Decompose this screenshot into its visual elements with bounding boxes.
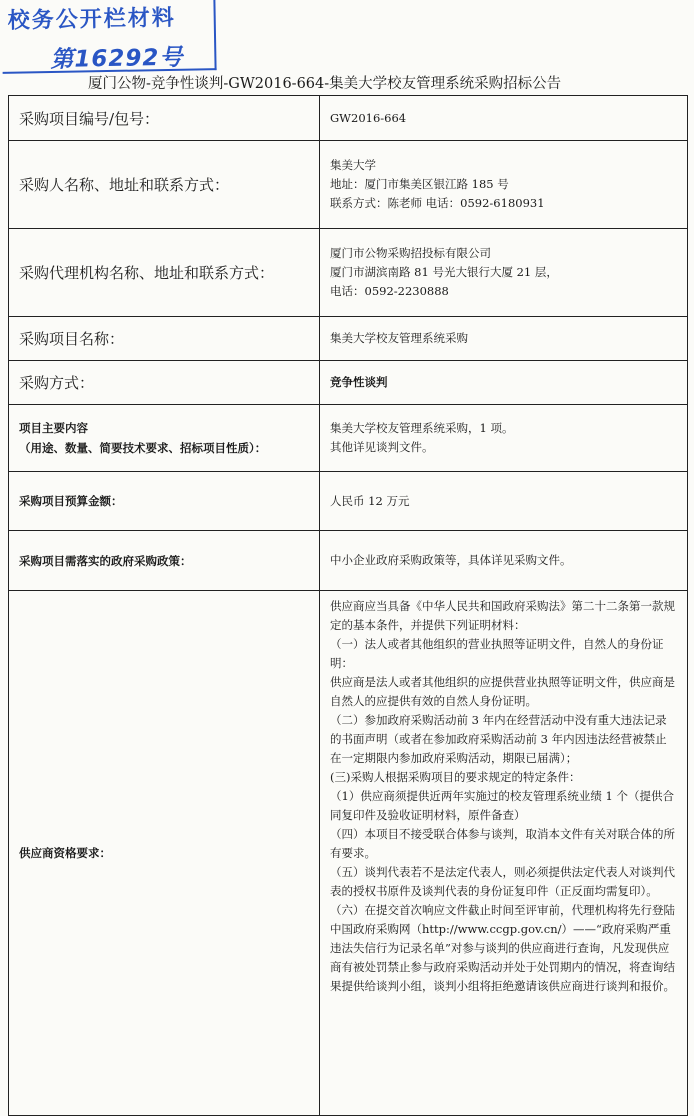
content-label — [9, 405, 320, 472]
purchaser-value — [320, 141, 688, 229]
qualification-line: （二）参加政府采购活动前 3 年内在经营活动中没有重大违法记录的书面声明（或者在参加政府采购活动前 3 年内因违法经营被禁止在一定期限内参加政府采购活动，期限已届满）； — [330, 713, 667, 765]
policy-label: 采购项目需落实的政府采购政策： — [9, 531, 320, 591]
document-title: 厦门公物-竞争性谈判-GW2016-664-集美大学校友管理系统采购招标公告 — [88, 76, 562, 92]
project-name-label: 采购项目名称： — [9, 317, 320, 361]
budget-value: 人民币 12 万元 — [320, 472, 688, 531]
project-no-value: GW2016-664 — [320, 96, 688, 141]
table-row — [9, 229, 688, 317]
project-name-value: 集美大学校友管理系统采购 — [320, 317, 688, 361]
agency-phone: 电话：0592-2230888 — [330, 284, 449, 298]
content-value-line2: 其他详见谈判文件。 — [330, 440, 434, 454]
stamp-heading: 校务公开栏材料 — [7, 5, 176, 34]
qualification-value — [320, 591, 688, 1116]
purchaser-contact: 联系方式：陈老师 电话：0592-6180931 — [330, 196, 545, 210]
policy-value: 中小企业政府采购政策等，具体详见采购文件。 — [320, 531, 688, 591]
project-no-label: 采购项目编号/包号： — [9, 96, 320, 141]
table-row — [9, 591, 688, 1116]
qualification-line: （一）法人或者其他组织的营业执照等证明文件，自然人的身份证明： — [330, 637, 664, 670]
qualification-line: 供应商应当具备《中华人民共和国政府采购法》第二十二条第一款规定的基本条件，并提供下列证明材料： — [330, 599, 675, 632]
table-row — [9, 361, 688, 405]
purchaser-label: 采购人名称、地址和联系方式： — [9, 141, 320, 229]
qualification-line: （1）供应商须提供近两年实施过的校友管理系统业绩 1 个（提供合同复印件及验收证明材料，原件备查） — [330, 789, 674, 822]
method-value: 竞争性谈判 — [320, 361, 688, 405]
stamp-number: 第16292号 — [50, 44, 184, 74]
qualification-line: （四）本项目不接受联合体参与谈判，取消本文件有关对联合体的所有要求。 — [330, 827, 675, 860]
agency-name: 厦门市公物采购招投标有限公司 — [330, 246, 491, 260]
qualification-label: 供应商资格要求： — [9, 591, 320, 1116]
archive-stamp — [1, 0, 216, 74]
qualification-line: （六）在提交首次响应文件截止时间至评审前，代理机构将先行登陆中国政府采购网（http://www.ccgp.gov.cn/）——“政府采购严重违法失信行为记录名单”对参与谈判的供应商进行查询，凡发现供应商有被处罚禁止参与政府采购活动并处于处罚期内的情况，将查询结果提供给谈判小组，谈判小组将拒绝邀请该供应商进行谈判和报价。 — [330, 903, 675, 993]
table-row — [9, 405, 688, 472]
qualification-line: 供应商是法人或者其他组织的应提供营业执照等证明文件，供应商是自然人的应提供有效的自然人身份证明。 — [330, 675, 675, 708]
agency-address: 厦门市湖滨南路 81 号光大银行大厦 21 层， — [330, 265, 558, 279]
table-row — [9, 472, 688, 531]
agency-value — [320, 229, 688, 317]
content-label-line1: 项目主要内容 — [19, 421, 88, 435]
table-row — [9, 141, 688, 229]
agency-label: 采购代理机构名称、地址和联系方式： — [9, 229, 320, 317]
purchaser-address: 地址：厦门市集美区银江路 185 号 — [330, 177, 509, 191]
content-value — [320, 405, 688, 472]
qualification-line: (三)采购人根据采购项目的要求规定的特定条件： — [330, 770, 581, 784]
purchaser-name: 集美大学 — [330, 158, 376, 172]
budget-label: 采购项目预算金额： — [9, 472, 320, 531]
announcement-table — [8, 95, 688, 1116]
content-value-line1: 集美大学校友管理系统采购，1 项。 — [330, 421, 514, 435]
method-label: 采购方式： — [9, 361, 320, 405]
table-row — [9, 96, 688, 141]
table-row — [9, 531, 688, 591]
table-row — [9, 317, 688, 361]
content-label-line2: （用途、数量、简要技术要求、招标项目性质）： — [19, 441, 267, 455]
qualification-line: （五）谈判代表若不是法定代表人，则必须提供法定代表人对谈判代表的授权书原件及谈判代表的身份证复印件（正反面均需复印）。 — [330, 865, 675, 898]
